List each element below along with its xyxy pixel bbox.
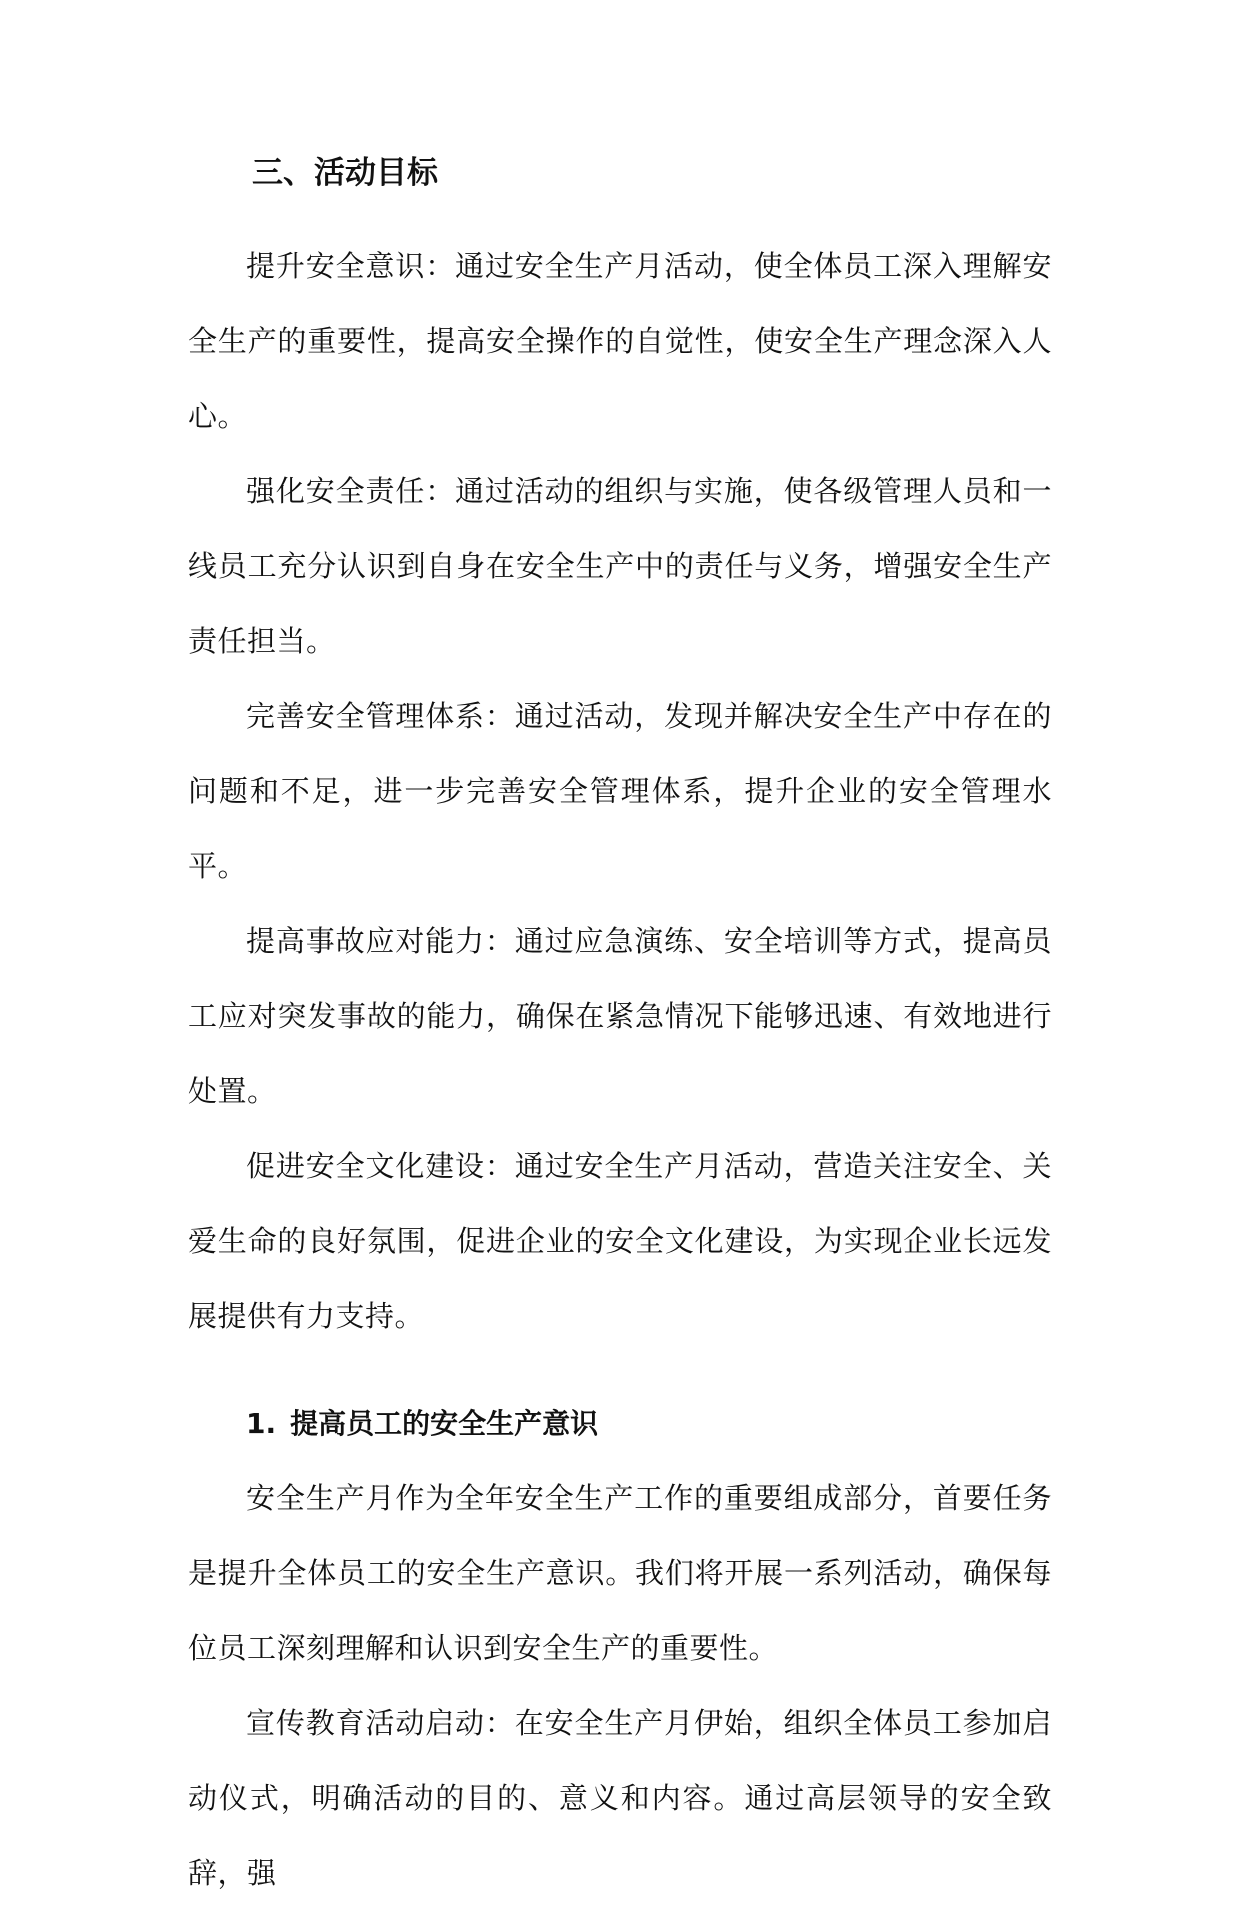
goal-paragraph-management-system: 完善安全管理体系：通过活动，发现并解决安全生产中存在的问题和不足，进一步完善安全管理体系，提升企业的安全管理水平。 — [188, 699, 1052, 883]
subsection-paragraph-launch: 宣传教育活动启动：在安全生产月伊始，组织全体员工参加启动仪式，明确活动的目的、意义和内容。通过高层领导的安全致辞，强 — [188, 1706, 1052, 1890]
goal-paragraph-safety-responsibility: 强化安全责任：通过活动的组织与实施，使各级管理人员和一线员工充分认识到自身在安全生产中的责任与义务，增强安全生产责任担当。 — [188, 474, 1052, 658]
section-heading: 三、活动目标 — [252, 155, 438, 191]
subsection-heading — [246, 1386, 1052, 1461]
subsection-number: 1. — [246, 1407, 277, 1440]
goal-paragraph-accident-response: 提高事故应对能力：通过应急演练、安全培训等方式，提高员工应对突发事故的能力，确保在紧急情况下能够迅速、有效地进行处置。 — [188, 924, 1052, 1108]
subsection-paragraph-intro: 安全生产月作为全年安全生产工作的重要组成部分，首要任务是提升全体员工的安全生产意识。我们将开展一系列活动，确保每位员工深刻理解和认识到安全生产的重要性。 — [188, 1481, 1052, 1665]
document-page — [188, 130, 1052, 1911]
subsection-title: 提高员工的安全生产意识 — [290, 1407, 599, 1440]
goal-paragraph-safety-culture: 促进安全文化建设：通过安全生产月活动，营造关注安全、关爱生命的良好氛围，促进企业的安全文化建设，为实现企业长远发展提供有力支持。 — [188, 1149, 1052, 1333]
goal-paragraph-safety-awareness: 提升安全意识：通过安全生产月活动，使全体员工深入理解安全生产的重要性，提高安全操作的自觉性，使安全生产理念深入人心。 — [188, 249, 1052, 433]
